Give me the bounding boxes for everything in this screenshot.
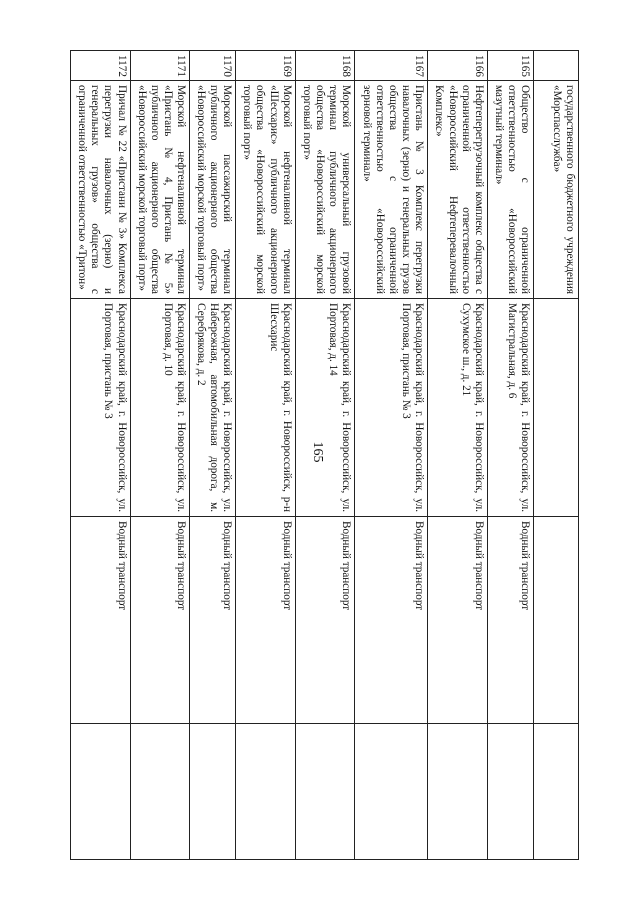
cell-extra: [236, 724, 296, 860]
cell-name: Нефтеперегрузочный комплекс общества с ограниченной ответственностью «Новороссийский Нефтеперевалочный Комплекс»: [428, 81, 488, 299]
cell-name: Морской нефтеналивной терминал «Пристань № 4, Пристань № 5» публичного акционерного общества «Новороссийский морской торговый порт»: [130, 81, 190, 299]
cell-type: Водный транспорт: [236, 517, 296, 724]
cell-type: Водный транспорт: [190, 517, 236, 724]
cell-number: 1169: [236, 51, 296, 81]
cell-number: [534, 51, 579, 81]
cell-address: Краснодарский край, г. Новороссийск, ул. Портовая, д. 10: [130, 299, 190, 517]
cell-address: Краснодарский край, г. Новороссийск, ул. Портовая, д. 14: [295, 299, 355, 517]
cell-extra: [488, 724, 534, 860]
table-row-continuation: [534, 51, 579, 860]
cell-extra: [355, 724, 428, 860]
cell-name: Пристань № 3 Комплекс перегрузки навалочных (зерно) и генеральных грузов общества с ограниченной ответственностью «Новороссийский зерновой терминал»: [355, 81, 428, 299]
cell-extra: [190, 724, 236, 860]
cell-number: 1171: [130, 51, 190, 81]
cell-name: государственного бюджетного учреждения «Морспасслужба»: [534, 81, 579, 299]
table-row: [488, 51, 534, 860]
table-row: [190, 51, 236, 860]
cell-extra: [295, 724, 355, 860]
table-row: [236, 51, 296, 860]
cell-extra: [428, 724, 488, 860]
cell-type: Водный транспорт: [488, 517, 534, 724]
cell-address: Краснодарский край, г. Новороссийск, ул. Набережная, автомобильная дорога, м. Серебрякова, д. 2: [190, 299, 236, 517]
objects-table: [70, 50, 579, 860]
cell-type: Водный транспорт: [71, 517, 131, 724]
cell-name: Морской нефтеналивной терминал «Шесхарис» публичного акционерного общества «Новороссийский морской торговый порт»: [236, 81, 296, 299]
cell-address: [534, 299, 579, 517]
cell-number: 1166: [428, 51, 488, 81]
cell-number: 1165: [488, 51, 534, 81]
page-number: 165: [310, 441, 325, 463]
cell-name: Общество с ограниченной ответственностью «Новороссийский мазутный терминал»: [488, 81, 534, 299]
cell-extra: [130, 724, 190, 860]
cell-number: 1172: [71, 51, 131, 81]
cell-type: Водный транспорт: [355, 517, 428, 724]
table-body: [71, 51, 579, 860]
cell-name: Морской пассажирский терминал публичного акционерного общества «Новороссийский морской торговый порт»: [190, 81, 236, 299]
cell-address: Краснодарский край, г. Новороссийск, р-н Шесхарис: [236, 299, 296, 517]
cell-address: Краснодарский край, г. Новороссийск, ул. Магистральная, д. 6: [488, 299, 534, 517]
cell-number: 1167: [355, 51, 428, 81]
cell-address: Краснодарский край, г. Новороссийск, ул. Портовая, пристань № 3: [355, 299, 428, 517]
cell-name: Морской универсальный грузовой терминал публичного акционерного общества «Новороссийский морской торговый порт»: [295, 81, 355, 299]
cell-extra: [71, 724, 131, 860]
cell-type: Водный транспорт: [130, 517, 190, 724]
cell-number: 1168: [295, 51, 355, 81]
cell-name: Причал № 22 «Пристани № 3» Комплекса перегрузки навалочных (зерно) и генеральных грузов» общества с ограниченной ответственностью «Тритон»: [71, 81, 131, 299]
cell-number: 1170: [190, 51, 236, 81]
table-row: [71, 51, 131, 860]
cell-type: [534, 517, 579, 724]
cell-address: Краснодарский край, г. Новороссийск, ул. Портовая, пристань № 3: [71, 299, 131, 517]
table-row: [428, 51, 488, 860]
cell-type: Водный транспорт: [295, 517, 355, 724]
cell-type: Водный транспорт: [428, 517, 488, 724]
cell-extra: [534, 724, 579, 860]
table-row: [355, 51, 428, 860]
cell-address: Краснодарский край, г. Новороссийск, ул. Сухумское ш., д. 21: [428, 299, 488, 517]
table-row: [295, 51, 355, 860]
table-row: [130, 51, 190, 860]
objects-table-wrapper: [70, 50, 579, 859]
